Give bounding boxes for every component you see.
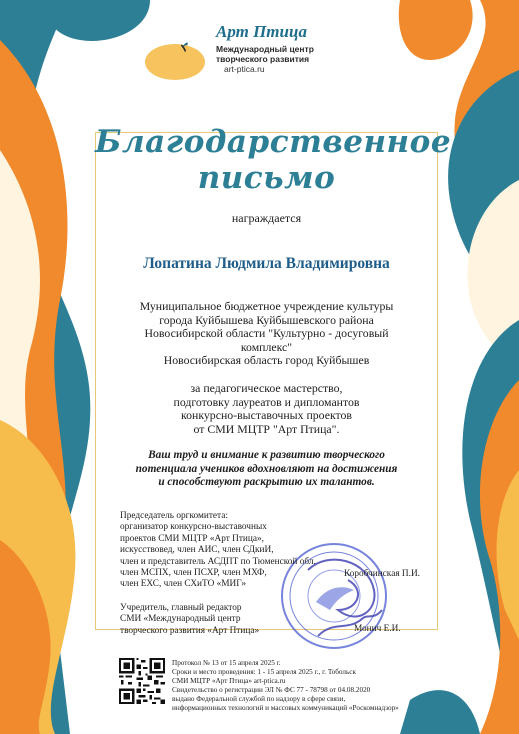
thanks-line: потенциала учеников вдохновляют на достижения	[135, 462, 398, 475]
footer-line: Протокол № 13 от 15 апреля 2025 г.	[172, 659, 281, 667]
organization-line: Муниципальное бюджетное учреждение культуры	[139, 299, 394, 313]
chairman-block	[120, 511, 370, 591]
reason-block	[95, 382, 438, 436]
reason-line: конкурсно-выставочных проектов	[181, 408, 352, 423]
qr-code-icon[interactable]	[119, 658, 165, 704]
brand-name: Арт Птица	[216, 22, 307, 41]
founder-block	[120, 603, 320, 637]
awarded-label: награждается	[231, 211, 302, 225]
organization-line: Новосибирской области "Культурно - досуговый	[144, 326, 389, 341]
brand-subtitle	[216, 44, 314, 64]
organization-block	[95, 300, 438, 368]
chairman-line: член ЕХС, член СХиТО «МИГ»	[120, 579, 247, 590]
thanks-line: и способствуют раскрытию их талантов.	[158, 476, 375, 489]
reason-line: от СМИ МЦТР "Арт Птица".	[193, 421, 340, 436]
thanks-line: Ваш труд и внимание к развитию творческого	[148, 449, 385, 461]
reason-line: за педагогическое мастерство,	[190, 381, 343, 395]
certificate-title-line-2: письмо	[197, 160, 336, 196]
footer-line: выдано Федеральной службой по надзору в сфере связи,	[172, 694, 346, 703]
certificate-title-line-1: Благодарственное	[95, 124, 452, 160]
founder-signature-name: Монич Е.И.	[354, 624, 401, 634]
organization-line: города Куйбышева Куйбышевского района	[159, 312, 374, 327]
brand-subtitle-line: Международный центр	[216, 44, 314, 54]
brand-url: art-ptica.ru	[224, 64, 265, 74]
founder-line: творческого развития «Арт Птица»	[120, 625, 260, 636]
footer-block	[172, 659, 422, 712]
footer-line: Свидетельство о регистрации ЭЛ № ФС 77 - 78798 от 04.08.2020	[172, 685, 371, 694]
chairman-signature-name: Коробчинская П.И.	[344, 569, 420, 579]
chairman-line: член МСПХ, член ПСХР, член МХФ,	[120, 568, 267, 579]
chairman-line: проектов СМИ МЦТР «Арт Птица»,	[120, 533, 264, 544]
chairman-line: Председатель оргкомитета:	[120, 511, 228, 521]
recipient-name: Лопатина Людмила Владимировна	[143, 255, 390, 272]
footer-line: Сроки и место проведения: 1 - 15 апреля 2025 г., г. Тобольск	[172, 667, 356, 676]
thanks-block	[95, 449, 438, 490]
reason-line: подготовку лауреатов и дипломантов	[173, 394, 360, 409]
bird-logo-icon	[180, 22, 220, 72]
chairman-line: член и представитель АСДПТ по Тюменской обл.	[120, 556, 316, 567]
organization-line: Новосибирская область город Куйбышев	[163, 353, 370, 368]
founder-line: СМИ «Международный центр	[120, 614, 241, 625]
chairman-line: организатор конкурсно-выставочных	[120, 522, 267, 533]
footer-line: информационных технологий и массовых коммуникаций «Роскомнадзор»	[172, 703, 399, 712]
footer-line: СМИ МЦТР «Арт Птица» art-ptica.ru	[172, 676, 286, 685]
brand-subtitle-line: творческого развития	[216, 54, 310, 64]
chairman-line: искусствовед, член АИС, член СДкиИ,	[120, 545, 274, 556]
founder-line: Учредитель, главный редактор	[120, 603, 242, 613]
organization-line: комплекс"	[240, 339, 293, 354]
